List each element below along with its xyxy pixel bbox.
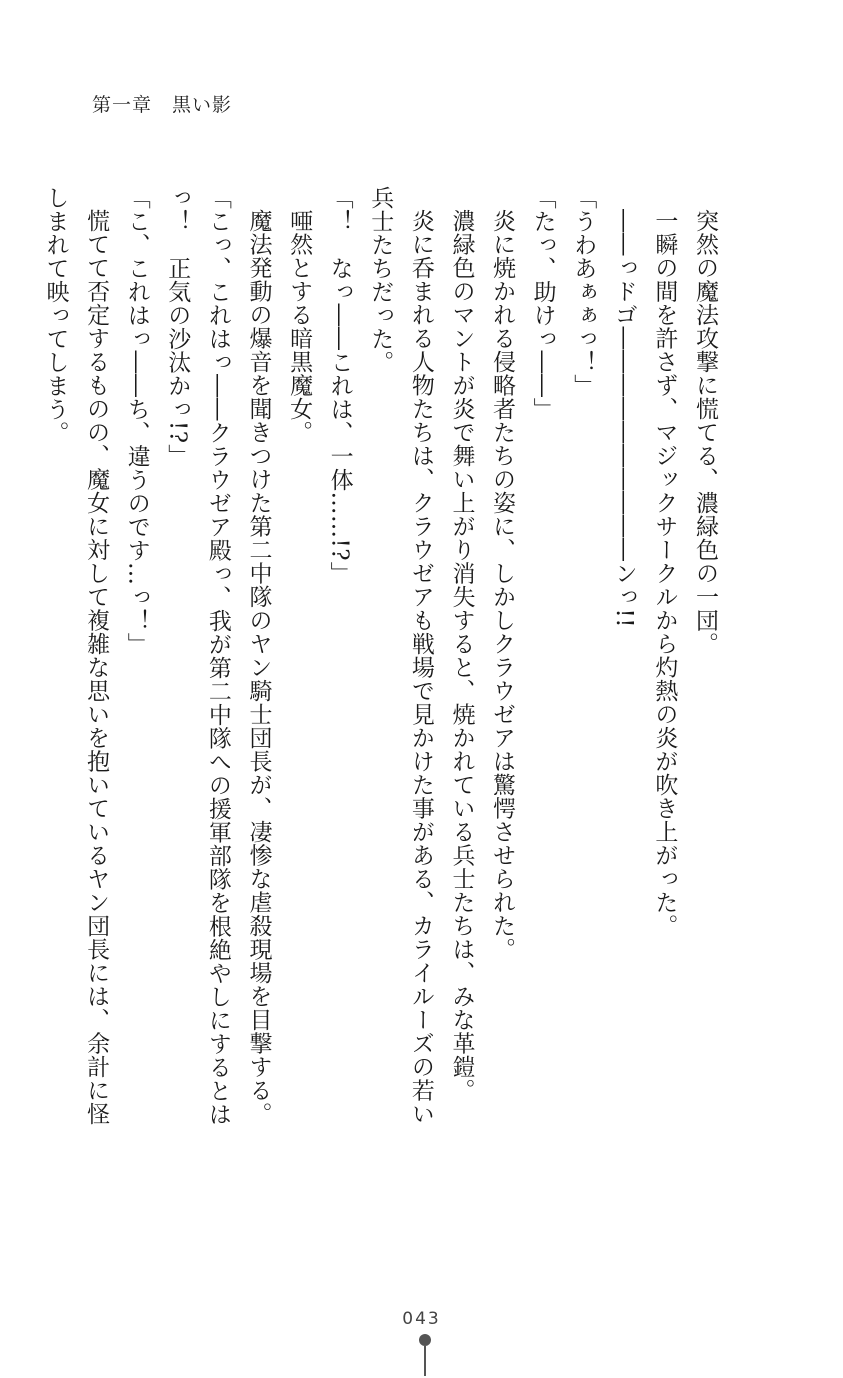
text-line: っ！ 正気の沙汰かっ!?」 bbox=[164, 186, 191, 468]
text-line: 「こ、これはっ――ち、違うのです…っ！」 bbox=[123, 186, 150, 656]
body-text bbox=[42, 186, 725, 1146]
text-line: ――っドゴ――――――――――ンっ!! bbox=[610, 209, 637, 628]
text-line: 唖然とする暗黒魔女。 bbox=[286, 209, 313, 444]
chapter-running-head: 第一章 黒い影 bbox=[92, 94, 233, 116]
text-line: 濃緑色のマントが炎で舞い上がり消失すると、焼かれている兵士たちは、みな革鎧。 bbox=[448, 209, 475, 1102]
text-line: 炎に焼かれる侵略者たちの姿に、しかしクラウゼアは驚愕させられた。 bbox=[489, 209, 516, 961]
page-number: 043 bbox=[402, 1309, 441, 1329]
text-line: しまれて映ってしまう。 bbox=[42, 186, 69, 445]
text-line: 「こっ、これはっ――クラウゼア殿っ、我が第二中隊への援軍部隊を根絶やしにするとは bbox=[204, 186, 231, 1126]
text-line: 「たっ、助けっ――」 bbox=[529, 186, 556, 421]
page-marker-line bbox=[424, 1346, 426, 1376]
text-line: 一瞬の間を許さず、マジックサークルから灼熱の炎が吹き上がった。 bbox=[651, 209, 678, 938]
text-line: 「うわあぁぁっ！」 bbox=[570, 186, 597, 398]
text-line: 突然の魔法攻撃に慌てる、濃緑色の一団。 bbox=[692, 209, 718, 656]
text-line: 魔法発動の爆音を聞きつけた第二中隊のヤン騎士団長が、凄惨な虐殺現場を目撃する。 bbox=[245, 209, 272, 1126]
page-marker-dot bbox=[419, 1334, 431, 1346]
text-line: 「！ なっ――これは、一体……!?」 bbox=[326, 186, 353, 585]
text-line: 炎に呑まれる人物たちは、クラウゼアも戦場で見かけた事がある、カライルーズの若い bbox=[407, 209, 434, 1126]
text-line: 兵士たちだった。 bbox=[367, 186, 394, 374]
text-line: 慌てて否定するものの、魔女に対して複雑な思いを抱いているヤン団長には、余計に怪 bbox=[83, 209, 110, 1126]
